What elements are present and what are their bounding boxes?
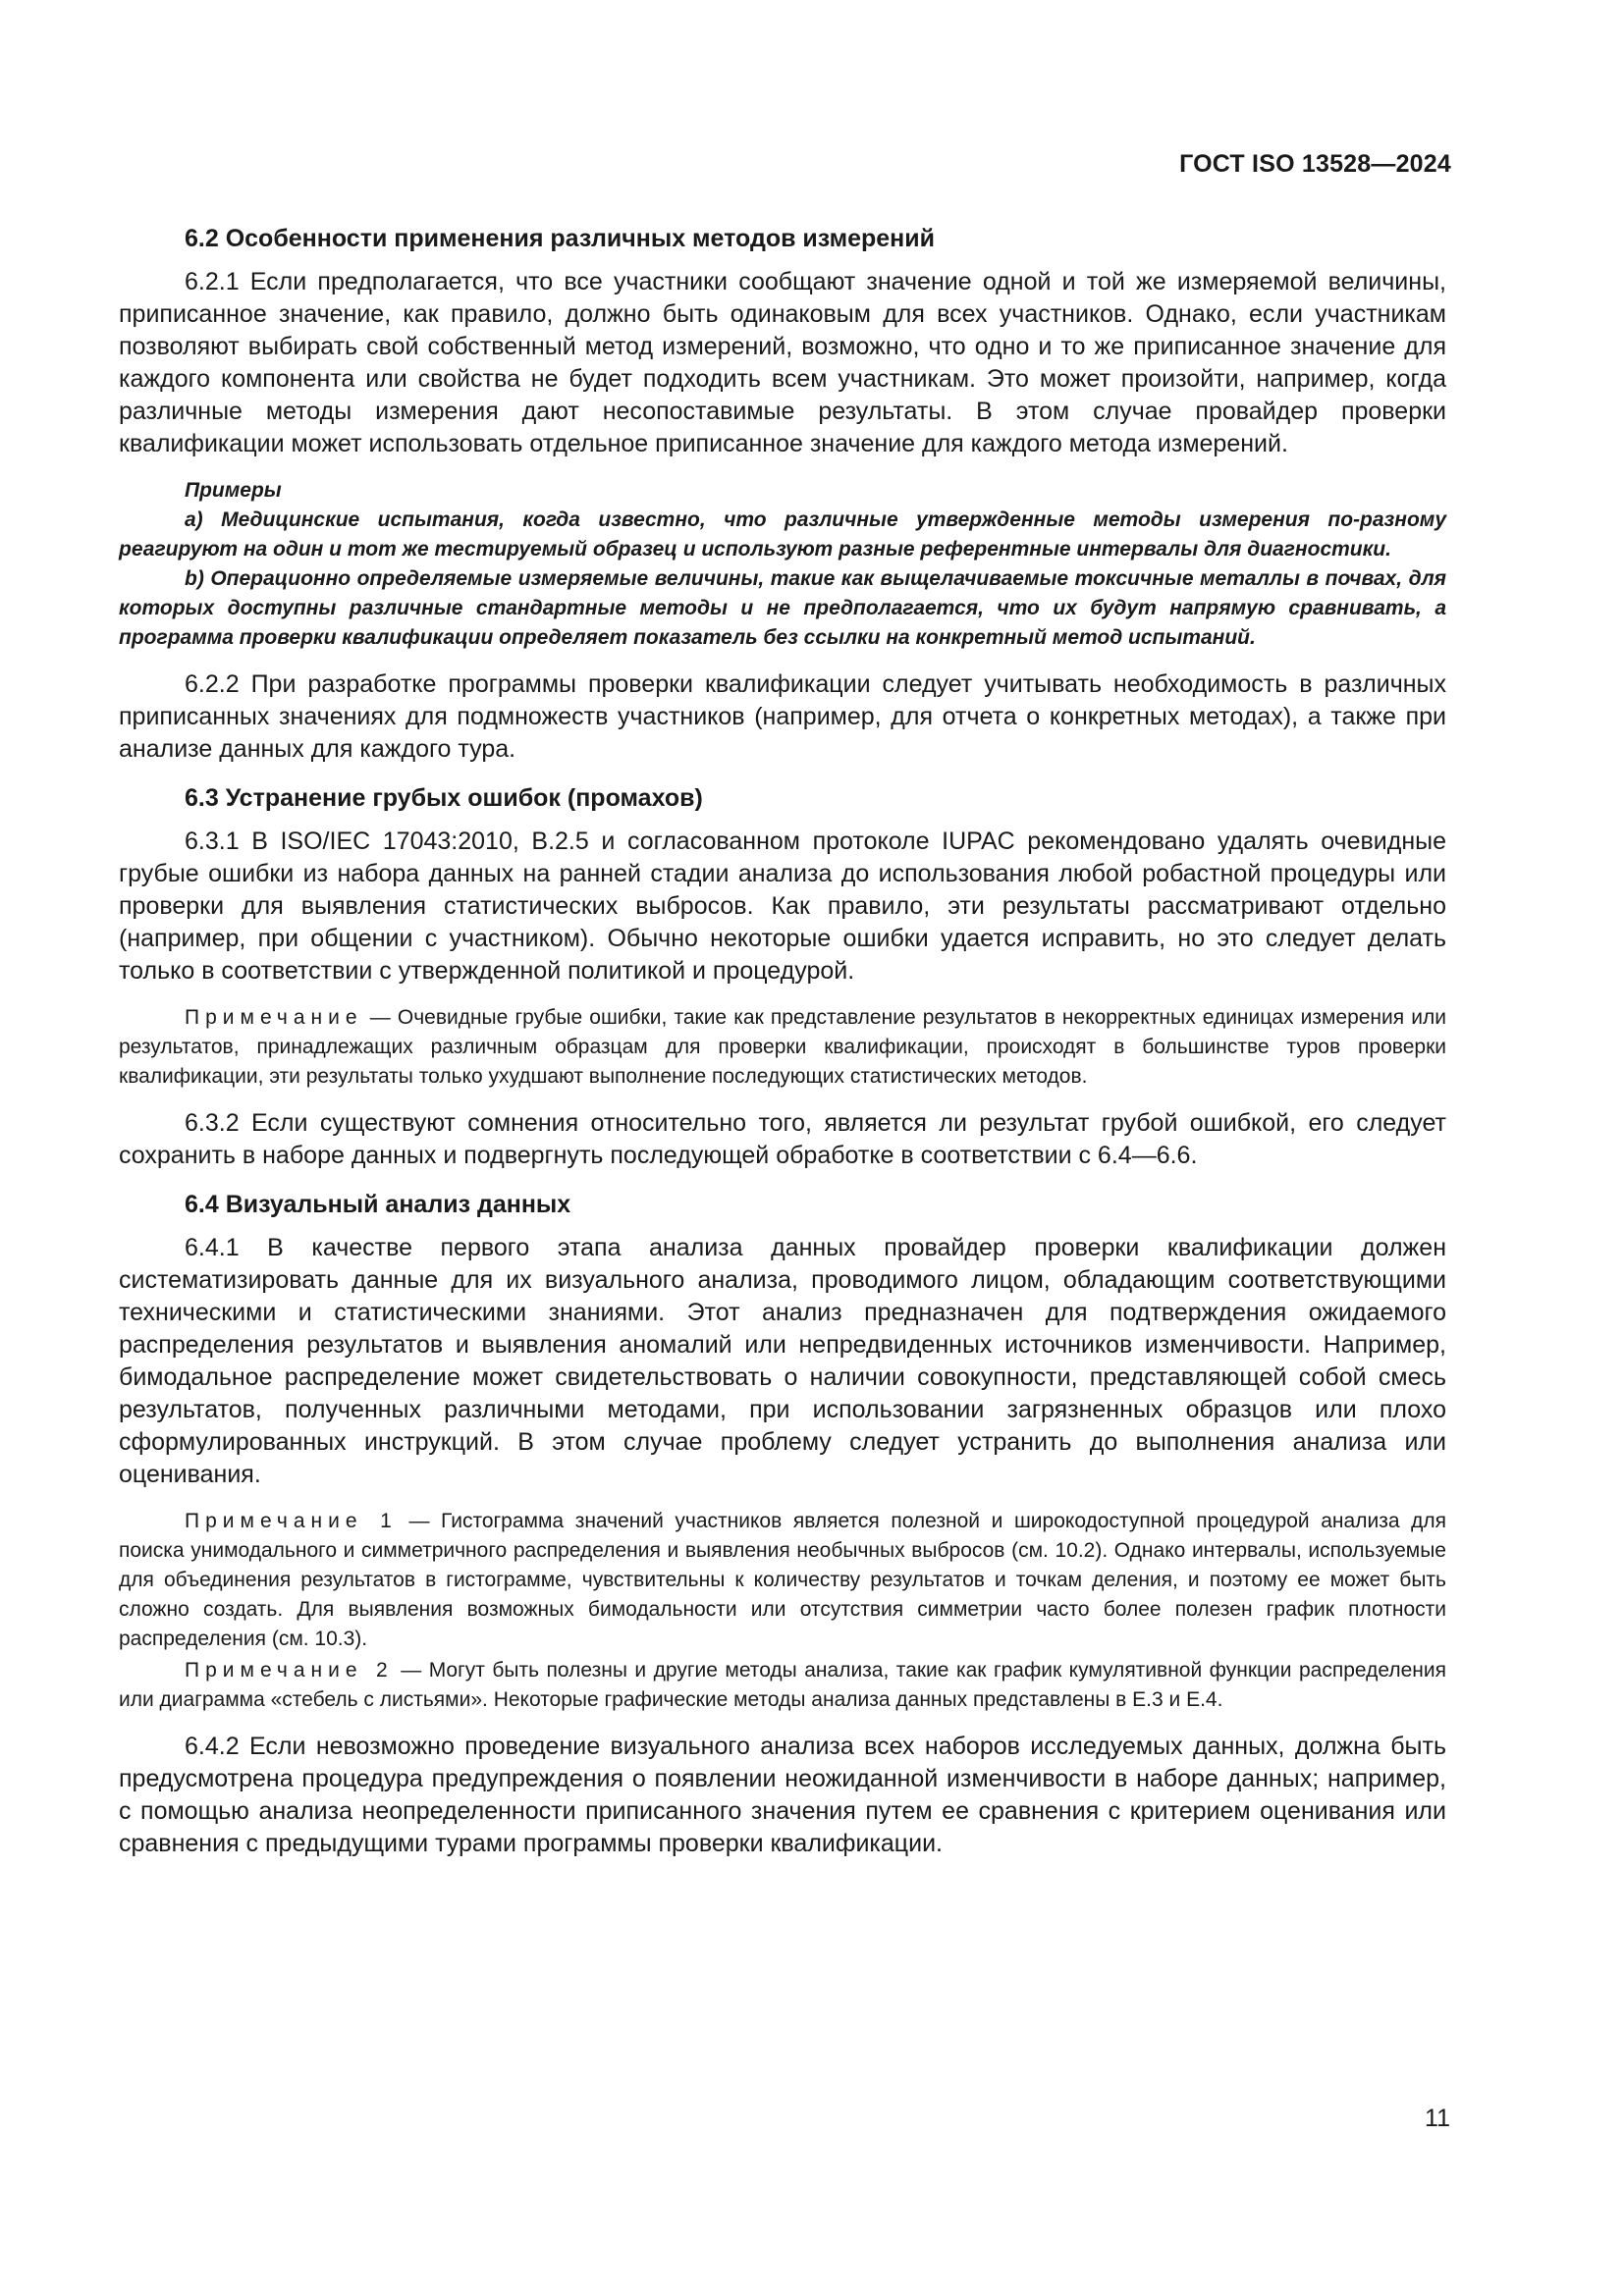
section-heading-6-4: 6.4 Визуальный анализ данных — [185, 1191, 571, 1218]
paragraph-6-4-2: 6.4.2 Если невозможно проведение визуального анализа всех наборов исследуемых данных, должна быть предусмотрена процедура предупреждения о появлении неожиданной изменчивости в наборе данных; например, с помощью анализа неопределенности приписанного значения путем ее сравнения с критерием оценивания или сравнения с предыдущими турами программы проверки квалификации. — [119, 1733, 1446, 1857]
note-1-label: Примечание 1 — [185, 1510, 398, 1532]
section-heading-6-2: 6.2 Особенности применения различных методов измерений — [185, 225, 936, 252]
document-code-header: ГОСТ ISO 13528—2024 — [1179, 150, 1451, 178]
note-6-3 — [119, 1003, 1446, 1092]
note-6-4-2 — [119, 1656, 1446, 1715]
section-heading-6-3: 6.3 Устранение грубых ошибок (промахов) — [185, 784, 703, 812]
note-2-label: Примечание 2 — [185, 1659, 394, 1682]
paragraph-6-2-1: 6.2.1 Если предполагается, что все участники сообщают значение одной и той же измеряемой величины, приписанное значение, как правило, должно быть одинаковым для всех участников. Однако, если участникам позволяют выбирать свой собственный метод измерений, возможно, что одно и то же приписанное значение для каждого компонента или свойства не будет подходить всем участникам. Это может произойти, например, когда различные методы измерения дают несопоставимые результаты. В этом случае провайдер проверки квалификации может использовать отдельное приписанное значение для каждого метода измерений. — [119, 268, 1446, 457]
example-b: b) Операционно определяемые измеряемые величины, такие как выщелачиваемые токсичные металлы в почвах, для которых доступны различные стандартные методы и не предполагается, что их будут напрямую сравнивать, а программа проверки квалификации определяет показатель без ссылки на конкретный метод испытаний. — [119, 567, 1446, 649]
note-1-text: — Гистограмма значений участников является полезной и широкодоступной процедурой анализа для поиска унимодального и симметричного распределения и выявления необычных выбросов (см. 10.2). Однако интервалы, используемые для объединения результатов в гистограмме, чувствительны к количеству результатов и точкам деления, и поэтому ее может быть сложно создать. Для выявления возможных бимодальности или отсутствия симметрии часто более полезен график плотности распределения (см. 10.3). — [119, 1510, 1446, 1650]
example-a: a) Медицинские испытания, когда известно, что различные утвержденные методы измерения по-разному реагируют на один и тот же тестируемый образец и используют разные референтные интервалы для диагностики. — [119, 508, 1446, 561]
page-number: 11 — [1425, 2105, 1450, 2132]
paragraph-6-3-1: 6.3.1 В ISO/IEC 17043:2010, B.2.5 и согласованном протоколе IUPAC рекомендовано удалять очевидные грубые ошибки из набора данных на ранней стадии анализа до использования любой робастной процедуры или проверки для выявления статистических выбросов. Как правило, эти результаты рассматривают отдельно (например, при общении с участником). Обычно некоторые ошибки удается исправить, но это следует делать только в соответствии с утвержденной политикой и процедурой. — [119, 828, 1446, 985]
note-2-text: — Могут быть полезны и другие методы анализа, такие как график кумулятивной функции распределения или диаграмма «стебель с листьями». Некоторые графические методы анализа данных представлены в Е.3 и Е.4. — [119, 1659, 1446, 1711]
page-body — [119, 222, 1446, 1876]
paragraph-6-2-2: 6.2.2 При разработке программы проверки квалификации следует учитывать необходимость в различных приписанных значениях для подмножеств участников (например, для отчета о конкретных методах), а также при анализе данных для каждого тура. — [119, 670, 1446, 763]
examples-title: Примеры — [185, 479, 282, 502]
examples-block — [119, 476, 1446, 653]
note-text: — Очевидные грубые ошибки, такие как представление результатов в некорректных единицах измерения или результатов, принадлежащих различным образцам для проверки квалификации, происходят в большинстве туров проверки квалификации, эти результаты только ухудшают выполнение последующих статистических методов. — [119, 1006, 1446, 1088]
note-label: Примечание — [185, 1006, 363, 1029]
paragraph-6-3-2: 6.3.2 Если существуют сомнения относительно того, является ли результат грубой ошибкой, его следует сохранить в наборе данных и подвергнуть последующей обработке в соответствии с 6.4—6.6. — [119, 1109, 1446, 1169]
note-6-4-1 — [119, 1507, 1446, 1654]
paragraph-6-4-1: 6.4.1 В качестве первого этапа анализа данных провайдер проверки квалификации должен систематизировать данные для их визуального анализа, проводимого лицом, обладающим соответствующими техническими и статистическими знаниями. Этот анализ предназначен для подтверждения ожидаемого распределения результатов и выявления аномалий или непредвиденных источников изменчивости. Например, бимодальное распределение может свидетельствовать о наличии совокупности, представляющей собой смесь результатов, полученных различными методами, при использовании загрязненных образцов или плохо сформулированных инструкций. В этом случае проблему следует устранить до выполнения анализа или оценивания. — [119, 1234, 1446, 1488]
